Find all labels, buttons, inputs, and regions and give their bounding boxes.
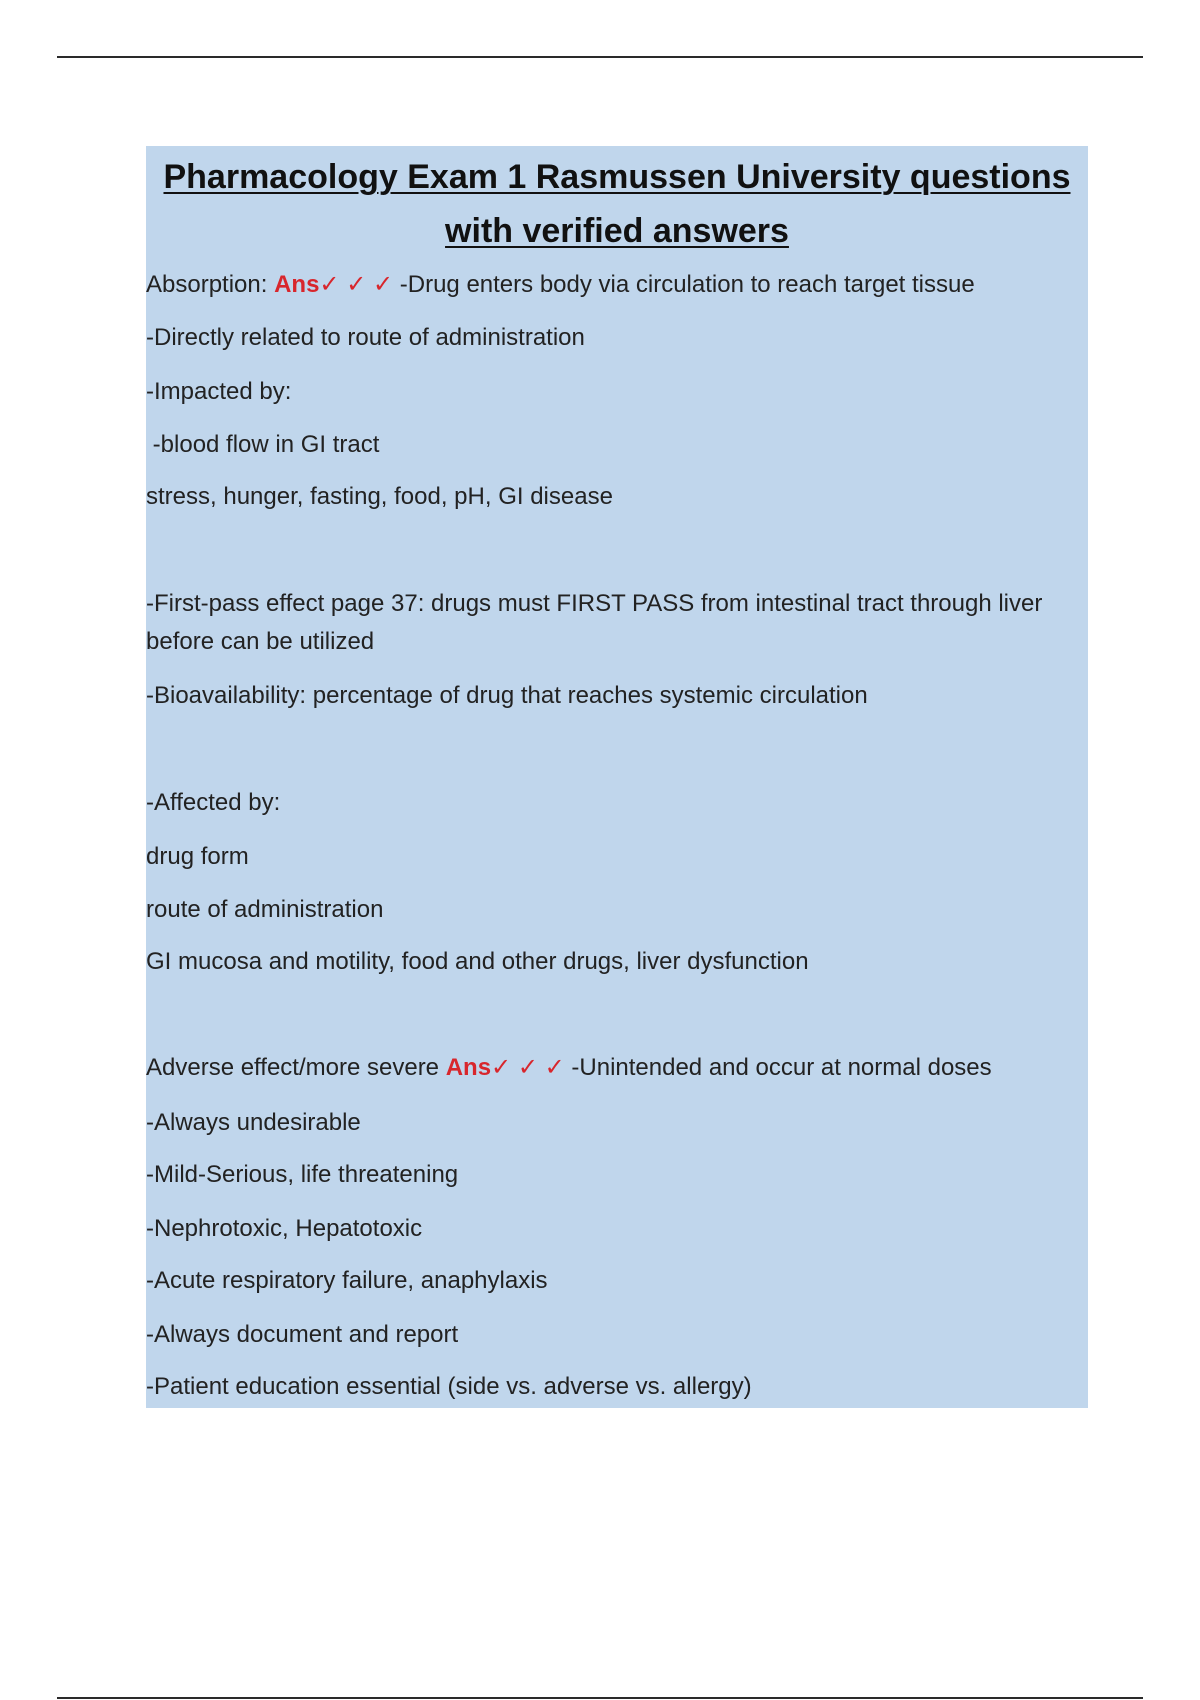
answer-line: -blood flow in GI tract <box>146 431 380 458</box>
answer-line: -Always document and report <box>146 1321 459 1348</box>
answer-line: -Patient education essential (side vs. adverse vs. allergy) <box>146 1373 752 1400</box>
answer-line: -Nephrotoxic, Hepatotoxic <box>146 1215 423 1242</box>
answer-line: drug form <box>146 843 249 870</box>
answer-marker: Ans✓ ✓ ✓ <box>445 1054 565 1081</box>
answer-line: -First-pass effect page 37: drugs must FIRST PASS from intestinal tract through liver before can be utilized <box>146 590 1043 655</box>
footer-rule <box>57 1697 1143 1699</box>
question-adverse-effect <box>146 1049 1076 1087</box>
question-absorption <box>146 266 1076 304</box>
answer-line: -Directly related to route of administration <box>146 324 585 351</box>
answer-line: -Always undesirable <box>146 1109 361 1136</box>
answer-line: -Impacted by: <box>146 378 292 405</box>
answer-marker: Ans✓ ✓ ✓ <box>274 271 394 298</box>
highlighted-content-block <box>146 146 1088 1408</box>
answer-line: GI mucosa and motility, food and other drugs, liver dysfunction <box>146 948 809 975</box>
title-line-1: Pharmacology Exam 1 Rasmussen University questions <box>163 158 1071 196</box>
document-title <box>146 146 1088 258</box>
answer-line: -Mild-Serious, life threatening <box>146 1161 459 1188</box>
question-answer: -Drug enters body via circulation to reach target tissue <box>399 271 975 298</box>
title-line-2: with verified answers <box>445 212 789 250</box>
answer-line: -Bioavailability: percentage of drug that reaches systemic circulation <box>146 682 868 709</box>
question-answer: -Unintended and occur at normal doses <box>571 1054 992 1081</box>
check-marks-icon: ✓ ✓ ✓ <box>319 271 394 298</box>
answer-line: route of administration <box>146 896 384 923</box>
answer-line: -Affected by: <box>146 789 281 816</box>
answer-line: stress, hunger, fasting, food, pH, GI disease <box>146 483 613 510</box>
question-term: Adverse effect/more severe <box>146 1054 440 1081</box>
check-marks-icon: ✓ ✓ ✓ <box>491 1054 565 1081</box>
header-rule <box>57 56 1143 58</box>
question-term: Absorption: <box>146 271 268 298</box>
answer-line: -Acute respiratory failure, anaphylaxis <box>146 1267 548 1294</box>
